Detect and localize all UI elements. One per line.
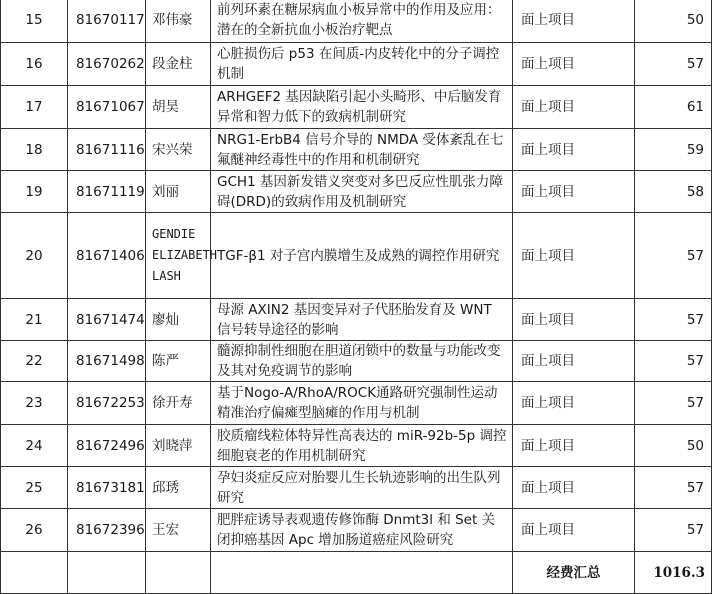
investigator-name: 胡昊	[146, 86, 211, 129]
investigator-name: 段金柱	[146, 43, 211, 86]
empty-cell	[211, 552, 513, 594]
project-title: ARHGEF2 基因缺陷引起小头畸形、中后脑发育异常和智力低下的致病机制研究	[211, 86, 513, 129]
project-type: 面上项目	[513, 0, 635, 43]
table-row	[1, 129, 712, 171]
project-title: 孕妇炎症反应对胎婴儿生长轨迹影响的出生队列研究	[211, 467, 513, 509]
investigator-name: 刘丽	[146, 171, 211, 213]
row-number: 19	[1, 171, 68, 213]
investigator-name: 宋兴荣	[146, 129, 211, 171]
investigator-name: 王宏	[146, 509, 211, 552]
project-code: 81671067	[68, 86, 146, 129]
project-code: 81670117	[68, 0, 146, 43]
project-title: NRG1-ErbB4 信号介导的 NMDA 受体紊乱在七氟醚神经毒性中的作用和机制研究	[211, 129, 513, 171]
row-number: 17	[1, 86, 68, 129]
table-row	[1, 341, 712, 382]
investigator-name: GENDIE ELIZABETH LASH	[146, 213, 211, 299]
investigator-name: 邓伟豪	[146, 0, 211, 43]
funding-amount: 50	[635, 0, 712, 43]
summary-row	[1, 552, 712, 594]
row-number: 21	[1, 299, 68, 341]
row-number: 25	[1, 467, 68, 509]
project-type: 面上项目	[513, 299, 635, 341]
empty-cell	[1, 552, 68, 594]
investigator-name: 邱琇	[146, 467, 211, 509]
project-title: 前列环素在糖尿病血小板异常中的作用及应用：潜在的全新抗血小板治疗靶点	[211, 0, 513, 43]
row-number: 22	[1, 341, 68, 382]
project-type: 面上项目	[513, 467, 635, 509]
project-type: 面上项目	[513, 341, 635, 382]
project-code: 81672253	[68, 382, 146, 425]
table-row	[1, 86, 712, 129]
table-row	[1, 43, 712, 86]
project-title: 髓源抑制性细胞在胆道闭锁中的数量与功能改变及其对免疫调节的影响	[211, 341, 513, 382]
table-row	[1, 0, 712, 43]
funding-amount: 50	[635, 425, 712, 467]
project-type: 面上项目	[513, 43, 635, 86]
table-row	[1, 425, 712, 467]
funding-amount: 59	[635, 129, 712, 171]
investigator-name: 廖灿	[146, 299, 211, 341]
project-title: TGF-β1 对子宫内膜增生及成熟的调控作用研究	[211, 213, 513, 299]
project-type: 面上项目	[513, 213, 635, 299]
investigator-name: 徐开寿	[146, 382, 211, 425]
project-code: 81672396	[68, 509, 146, 552]
investigator-name: 刘晓萍	[146, 425, 211, 467]
project-code: 81671116	[68, 129, 146, 171]
project-code: 81671474	[68, 299, 146, 341]
project-type: 面上项目	[513, 86, 635, 129]
funding-amount: 61	[635, 86, 712, 129]
investigator-name: 陈严	[146, 341, 211, 382]
empty-cell	[68, 552, 146, 594]
funding-amount: 57	[635, 341, 712, 382]
project-type: 面上项目	[513, 129, 635, 171]
empty-cell	[146, 552, 211, 594]
project-code: 81670262	[68, 43, 146, 86]
summary-total: 1016.3	[635, 552, 712, 594]
funding-amount: 58	[635, 171, 712, 213]
row-number: 15	[1, 0, 68, 43]
project-title: 基于Nogo-A/RhoA/ROCK通路研究强制性运动精准治疗偏瘫型脑瘫的作用与机制	[211, 382, 513, 425]
project-type: 面上项目	[513, 509, 635, 552]
row-number: 23	[1, 382, 68, 425]
project-title: 心脏损伤后 p53 在间质-内皮转化中的分子调控机制	[211, 43, 513, 86]
table-row	[1, 467, 712, 509]
project-title: 胶质瘤线粒体特异性高表达的 miR-92b-5p 调控细胞衰老的作用机制研究	[211, 425, 513, 467]
row-number: 20	[1, 213, 68, 299]
funding-amount: 57	[635, 509, 712, 552]
project-code: 81671119	[68, 171, 146, 213]
funding-amount: 57	[635, 467, 712, 509]
funding-amount: 57	[635, 382, 712, 425]
project-code: 81671406	[68, 213, 146, 299]
funding-amount: 57	[635, 299, 712, 341]
table-row	[1, 382, 712, 425]
summary-label: 经费汇总	[513, 552, 635, 594]
project-code: 81671498	[68, 341, 146, 382]
table-row	[1, 171, 712, 213]
project-type: 面上项目	[513, 382, 635, 425]
project-title: 母源 AXIN2 基因变异对子代胚胎发育及 WNT 信号转导途径的影响	[211, 299, 513, 341]
project-title: GCH1 基因新发错义突变对多巴反应性肌张力障碍(DRD)的致病作用及机制研究	[211, 171, 513, 213]
row-number: 16	[1, 43, 68, 86]
row-number: 18	[1, 129, 68, 171]
project-type: 面上项目	[513, 171, 635, 213]
row-number: 24	[1, 425, 68, 467]
project-type: 面上项目	[513, 425, 635, 467]
row-number: 26	[1, 509, 68, 552]
project-title: 肥胖症诱导表观遗传修饰酶 Dnmt3l 和 Set 关闭抑癌基因 Apc 增加肠道癌症风险研究	[211, 509, 513, 552]
funding-amount: 57	[635, 213, 712, 299]
table-row	[1, 299, 712, 341]
project-code: 81672496	[68, 425, 146, 467]
funding-amount: 57	[635, 43, 712, 86]
project-code: 81673181	[68, 467, 146, 509]
table-row	[1, 213, 712, 299]
table-row	[1, 509, 712, 552]
